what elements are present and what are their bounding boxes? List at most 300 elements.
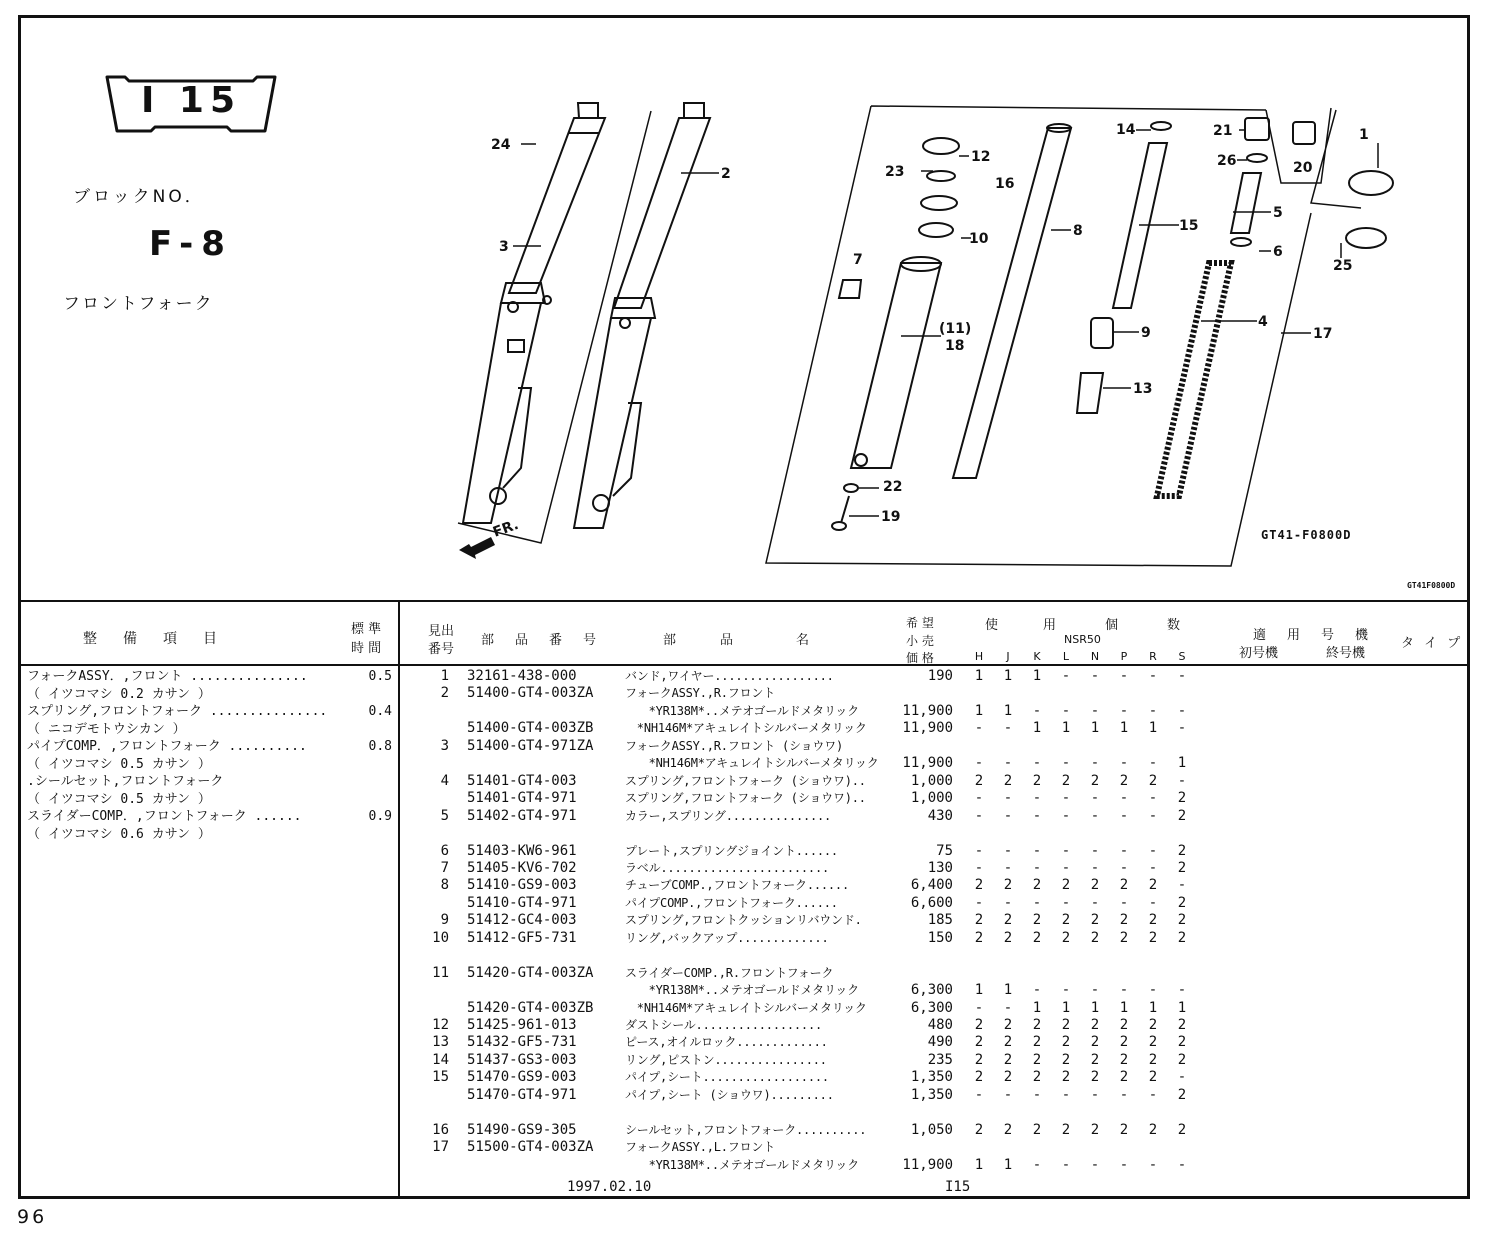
svg-text:25: 25 [1333,258,1353,274]
qty-n: - [1090,1086,1100,1103]
qty-p: - [1119,755,1129,772]
svg-text:17: 17 [1313,326,1333,342]
part-name: スプリング,フロントフォーク (ショウワ).. [625,791,866,806]
ref-number: 17 [432,1139,449,1156]
ref-number: 11 [432,964,449,981]
part-name: パイプCOMP.,フロントフォーク...... [625,895,838,910]
qty-h: 2 [974,912,984,929]
qty-n: - [1090,668,1100,684]
part-number: 51401-GT4-971 [467,790,577,807]
qty-h: - [974,894,984,911]
table-row [399,1034,1459,1052]
exploded-view-drawing [21,18,1467,600]
qty-h: - [974,999,984,1016]
unit-price: 1,050 [910,1121,953,1138]
part-number: 51437-GS3-003 [467,1051,577,1068]
qty-s: - [1177,1069,1187,1086]
qty-l: 2 [1061,877,1071,894]
part-number: 51405-KV6-702 [467,859,577,876]
part-name: ピース,オイルロック............. [625,1035,828,1050]
qty-k: - [1032,894,1042,911]
type-header: タ イ プ [1401,636,1464,651]
qty-k: - [1032,1156,1042,1173]
qty-j: - [1003,755,1013,772]
ref-number: 12 [432,1017,449,1033]
svg-text:5: 5 [1273,205,1283,221]
section-plate-label: I 15 [140,80,242,121]
qty-s: - [1177,982,1187,999]
qty-p: - [1119,842,1129,859]
svg-text:FR.: FR. [490,516,521,541]
unit-price: 11,900 [902,702,953,719]
qty-r: - [1148,790,1158,807]
service-item-row [27,826,392,844]
qty-h: - [974,755,984,772]
part-name: チューブCOMP.,フロントフォーク...... [625,878,849,893]
table-row [399,1157,1459,1175]
part-name: リング,ピストン................ [625,1052,827,1067]
ref-no-header-top: 見出 [428,624,455,639]
qty-p: - [1119,668,1129,684]
qty-l: - [1061,755,1071,772]
part-number: 51412-GC4-003 [467,912,577,929]
qty-l: 1 [1061,720,1071,737]
table-row [399,1069,1459,1087]
part-number: 51400-GT4-971ZA [467,737,594,754]
service-item-row [27,738,392,756]
qty-j: 1 [1003,982,1013,999]
qty-h: 2 [974,1121,984,1138]
parts-list-table [21,602,1467,1196]
unit-price: 6,400 [910,877,953,894]
qty-k: 2 [1032,1121,1042,1138]
qty-n: - [1090,982,1100,999]
standard-time-header-top: 標 準 [351,622,382,637]
qty-r: 2 [1148,1034,1158,1051]
service-item-row [27,703,392,721]
price-header-1: 希 望 [906,616,934,630]
qty-r: 2 [1148,1051,1158,1068]
ref-number: 13 [432,1034,449,1051]
qty-j: - [1003,999,1013,1016]
qty-s: 2 [1177,1086,1187,1103]
qty-n: 2 [1090,1034,1100,1051]
qty-h: 2 [974,1017,984,1033]
qty-k: 2 [1032,772,1042,789]
qty-r: - [1148,702,1158,719]
qty-p: - [1119,1086,1129,1103]
revision-date: 1997.02.10 [567,1179,652,1195]
qty-s: 2 [1177,1017,1187,1033]
block-number: F-8 [149,224,233,264]
qty-k: 2 [1032,1051,1042,1068]
first-serial-header: 初号機 [1239,646,1279,661]
service-items-list [27,668,392,843]
ref-no-header-bottom: 番号 [428,642,455,657]
qty-s: - [1177,772,1187,789]
table-row [399,825,1459,843]
unit-price: 150 [927,929,953,946]
table-row [399,1122,1459,1140]
service-item-text: フォークASSY．,フロント ............... [27,669,308,684]
part-name: ダストシール.................. [625,1018,823,1032]
fork-assembly-left-icon [463,103,605,523]
part-name: リング,バックアップ............. [625,930,829,945]
part-name: フォークASSY.,R.フロント [625,686,775,701]
qty-n: 1 [1090,720,1100,737]
qty-l: 2 [1061,1121,1071,1138]
table-row [399,843,1459,861]
svg-text:14: 14 [1116,122,1136,138]
qty-j: - [1003,894,1013,911]
unit-price: 11,900 [902,1156,953,1173]
table-row [399,877,1459,895]
qty-s: 2 [1177,1034,1187,1051]
ref-number: 2 [440,685,449,702]
part-number: 51420-GT4-003ZA [467,964,594,981]
qty-k: - [1032,807,1042,824]
part-name: スプリング,フロントクッションリバウンド. [625,913,862,928]
service-item-text: パイプCOMP．,フロントフォーク .......... [27,739,307,754]
service-time: 0.8 [368,739,392,754]
qty-h: - [974,842,984,859]
qty-h: 2 [974,1034,984,1051]
part-name: スプリング,フロントフォーク (ショウワ).. [625,773,866,788]
table-row [399,703,1459,721]
unit-price: 130 [927,859,953,876]
qty-s: 2 [1177,859,1187,876]
table-row [399,668,1459,686]
service-item-text: （ イツコマシ 0.2 カサン ） [27,686,211,702]
svg-text:15: 15 [1179,218,1199,234]
part-number: 51432-GF5-731 [467,1034,577,1051]
part-name: カラー,スプリング............... [625,808,832,823]
qty-col-l: L [1062,650,1070,663]
table-row [399,930,1459,948]
qty-header-4: 数 [1167,618,1181,633]
part-number: 32161-438-000 [467,668,577,684]
qty-k: 2 [1032,1017,1042,1033]
service-item-text: （ イツコマシ 0.6 カサン ） [27,826,211,842]
service-item-text: （ ニコデモトウシカン ） [27,721,186,737]
qty-r: - [1148,807,1158,824]
ref-number: 16 [432,1121,449,1138]
table-row [399,982,1459,1000]
qty-l: 2 [1061,772,1071,789]
qty-j: 1 [1003,702,1013,719]
qty-n: 2 [1090,912,1100,929]
part-number: 51470-GS9-003 [467,1069,577,1086]
qty-s: 2 [1177,929,1187,946]
qty-p: 2 [1119,1121,1129,1138]
qty-k: - [1032,842,1042,859]
block-number-label: ブロックNO． [73,187,205,207]
unit-price: 6,300 [910,999,953,1016]
qty-h: 2 [974,772,984,789]
qty-n: - [1090,842,1100,859]
part-name: フォークASSY.,R.フロント (ショウワ) [625,738,844,753]
qty-k: - [1032,859,1042,876]
part-name: バンド,ワイヤー................. [625,669,834,683]
qty-k: - [1032,1086,1042,1103]
part-name: ラベル........................ [625,860,829,875]
qty-s: - [1177,1156,1187,1173]
qty-h: 2 [974,929,984,946]
qty-h: 2 [974,1051,984,1068]
qty-k: 2 [1032,1069,1042,1086]
ref-number: 3 [440,737,449,754]
qty-r: - [1148,1086,1158,1103]
part-name: *YR138M*..メテオゴールドメタリック [625,983,859,998]
qty-l: 1 [1061,999,1071,1016]
qty-l: - [1061,1086,1071,1103]
table-row [399,895,1459,913]
part-number: 51410-GT4-971 [467,894,577,911]
part-number: 51412-GF5-731 [467,929,577,946]
qty-l: - [1061,859,1071,876]
ref-number: 5 [440,807,449,824]
table-row [399,965,1459,983]
fork-assembly-right-icon [574,103,710,528]
qty-j: - [1003,790,1013,807]
service-item-row [27,791,392,809]
svg-text:8: 8 [1073,223,1083,239]
qty-j: 2 [1003,929,1013,946]
qty-r: 2 [1148,877,1158,894]
qty-r: 2 [1148,912,1158,929]
part-number: 51410-GS9-003 [467,877,577,894]
table-row [399,773,1459,791]
qty-col-j: J [1006,650,1010,663]
part-number: 51425-961-013 [467,1017,577,1033]
table-row [399,755,1459,773]
qty-n: - [1090,894,1100,911]
qty-h: 2 [974,1069,984,1086]
ref-number: 8 [440,877,449,894]
qty-h: 1 [974,668,984,684]
table-row [399,912,1459,930]
qty-r: - [1148,842,1158,859]
unit-price: 185 [927,912,953,929]
qty-k: 1 [1032,668,1042,684]
part-name: *YR138M*..メテオゴールドメタリック [625,703,859,718]
svg-text:13: 13 [1133,381,1153,397]
qty-n: - [1090,859,1100,876]
part-name: パイプ,シート (ショウワ)......... [625,1087,834,1102]
part-name: プレート,スプリングジョイント...... [625,843,838,858]
svg-text:18: 18 [945,338,965,354]
qty-r: - [1148,894,1158,911]
qty-l: - [1061,790,1071,807]
qty-n: - [1090,702,1100,719]
qty-k: 2 [1032,1034,1042,1051]
qty-n: 2 [1090,772,1100,789]
qty-p: - [1119,859,1129,876]
service-item-text: .シールセット,フロントフォーク [27,774,224,789]
qty-s: - [1177,668,1187,684]
qty-p: - [1119,894,1129,911]
qty-r: - [1148,982,1158,999]
ref-number: 7 [440,859,449,876]
service-item-row [27,808,392,826]
qty-l: 2 [1061,1017,1071,1033]
part-number: 51500-GT4-003ZA [467,1139,594,1156]
qty-n: 2 [1090,1051,1100,1068]
qty-s: - [1177,702,1187,719]
qty-p: 2 [1119,772,1129,789]
table-row [399,808,1459,826]
qty-s: 2 [1177,807,1187,824]
qty-header-3: 個 [1105,618,1119,633]
qty-s: - [1177,877,1187,894]
ref-number: 14 [432,1051,449,1068]
parts-diagram [21,18,1467,600]
qty-j: 2 [1003,1017,1013,1033]
part-name: パイプ,シート.................. [625,1070,829,1085]
service-item-row [27,756,392,774]
unit-price: 235 [927,1051,953,1068]
svg-text:21: 21 [1213,123,1233,139]
svg-text:24: 24 [491,137,511,153]
qty-header-1: 使 [985,618,999,633]
service-time: 0.4 [368,704,392,719]
qty-h: - [974,807,984,824]
qty-p: 2 [1119,1051,1129,1068]
qty-s: 2 [1177,842,1187,859]
qty-r: 2 [1148,1017,1158,1033]
qty-k: 2 [1032,912,1042,929]
qty-s: - [1177,720,1187,737]
qty-p: 2 [1119,1017,1129,1033]
unit-price: 11,900 [902,755,953,772]
qty-s: 1 [1177,755,1187,772]
part-name: フォークASSY.,L.フロント [625,1140,775,1155]
qty-l: - [1061,807,1071,824]
table-row [399,947,1459,965]
svg-text:23: 23 [885,164,905,180]
diagram-code: GT41-F0800D [1261,528,1352,542]
svg-text:26: 26 [1217,153,1237,169]
part-name: スライダーCOMP.,R.フロントフォーク [625,965,834,980]
qty-p: - [1119,982,1129,999]
price-header-3: 価 格 [906,651,934,665]
qty-p: - [1119,702,1129,719]
qty-k: - [1032,755,1042,772]
unit-price: 1,000 [910,772,953,789]
ref-number: 4 [440,772,449,789]
unit-price: 6,300 [910,982,953,999]
qty-s: 2 [1177,912,1187,929]
svg-text:4: 4 [1258,314,1268,330]
qty-n: - [1090,790,1100,807]
qty-j: - [1003,1086,1013,1103]
service-item-row [27,721,392,739]
qty-col-k: K [1033,650,1041,663]
qty-j: 2 [1003,1051,1013,1068]
qty-j: 2 [1003,1121,1013,1138]
qty-s: 1 [1177,999,1187,1016]
part-number-header: 部 品 番 号 [481,633,601,648]
svg-text:19: 19 [881,509,901,525]
qty-h: 1 [974,1156,984,1173]
qty-l: - [1061,982,1071,999]
qty-s: 2 [1177,1121,1187,1138]
part-number: 51400-GT4-003ZA [467,685,594,702]
qty-p: - [1119,807,1129,824]
qty-r: - [1148,668,1158,684]
qty-j: 1 [1003,1156,1013,1173]
qty-l: - [1061,702,1071,719]
part-number: 51403-KW6-961 [467,842,577,859]
ref-number: 9 [440,912,449,929]
service-item-text: スプリング,フロントフォーク ............... [27,704,328,719]
qty-h: - [974,790,984,807]
unit-price: 430 [927,807,953,824]
qty-r: 2 [1148,772,1158,789]
qty-l: 2 [1061,929,1071,946]
qty-j: 2 [1003,1069,1013,1086]
qty-p: 2 [1119,877,1129,894]
ref-number: 6 [440,842,449,859]
unit-price: 490 [927,1034,953,1051]
qty-n: 2 [1090,877,1100,894]
qty-r: 1 [1148,999,1158,1016]
unit-price: 75 [936,842,953,859]
unit-price: 190 [927,668,953,684]
svg-text:3: 3 [499,239,509,255]
qty-h: 1 [974,982,984,999]
svg-text:1: 1 [1359,127,1369,143]
qty-k: - [1032,790,1042,807]
part-number: 51470-GT4-971 [467,1086,577,1103]
service-item-header: 整 備 項 目 [83,631,223,647]
table-row [399,1104,1459,1122]
part-number: 51401-GT4-003 [467,772,577,789]
qty-l: 2 [1061,912,1071,929]
unit-price: 480 [927,1017,953,1033]
qty-s: 2 [1177,1051,1187,1068]
table-row [399,685,1459,703]
qty-l: - [1061,894,1071,911]
standard-time-header-bottom: 時 間 [351,641,382,656]
qty-col-s: S [1178,650,1186,663]
qty-p: 2 [1119,1034,1129,1051]
ref-number: 10 [432,929,449,946]
qty-col-r: R [1149,650,1157,663]
unit-price: 1,350 [910,1086,953,1103]
model-header: NSR50 [1064,633,1101,646]
qty-n: - [1090,807,1100,824]
qty-h: 2 [974,877,984,894]
qty-col-p: P [1120,650,1128,663]
diagram-code-small: GT41F0800D [1407,581,1456,590]
table-row [399,720,1459,738]
qty-h: - [974,720,984,737]
applicable-header: 適 用 号 機 [1253,628,1373,643]
qty-n: 2 [1090,929,1100,946]
qty-j: - [1003,807,1013,824]
qty-j: - [1003,842,1013,859]
block-name: フロントフォーク [63,294,214,314]
qty-k: - [1032,982,1042,999]
svg-text:20: 20 [1293,160,1313,176]
qty-k: - [1032,702,1042,719]
svg-text:6: 6 [1273,244,1283,260]
part-number: 51400-GT4-003ZB [467,720,594,737]
service-item-row [27,773,392,791]
qty-l: 2 [1061,1051,1071,1068]
qty-r: 2 [1148,1121,1158,1138]
